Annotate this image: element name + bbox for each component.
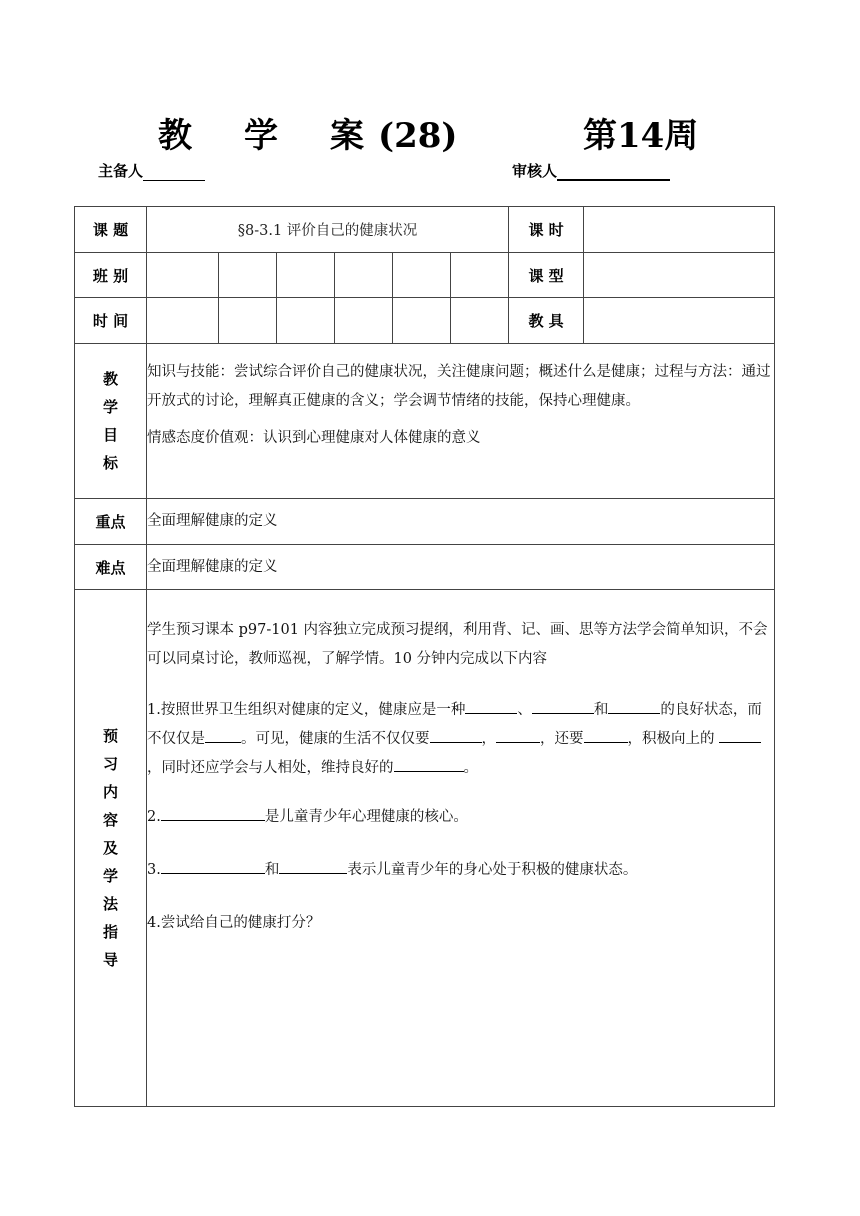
- row-class: [75, 253, 775, 298]
- row-time: [75, 298, 775, 344]
- row-goals: [75, 344, 775, 499]
- goals-text-1: 知识与技能：尝试综合评价自己的健康状况，关注健康问题；概述什么是健康；过程与方法：通过开放式的讨论，理解真正健康的含义；学会调节情绪的技能，保持心理健康。: [147, 364, 771, 409]
- topic-label: 课 题: [75, 207, 147, 253]
- preview-label-char: 及: [102, 839, 118, 857]
- time-cell[interactable]: [393, 298, 451, 344]
- class-cell[interactable]: [335, 253, 393, 298]
- q1-text: 1.按照世界卫生组织对健康的定义，健康应是一种: [147, 702, 466, 718]
- class-cell[interactable]: [393, 253, 451, 298]
- goals-label-char: 教: [102, 370, 118, 388]
- preview-label-char: 导: [102, 951, 118, 969]
- goals-label-char: 标: [102, 454, 118, 472]
- answer-blank[interactable]: [279, 859, 347, 874]
- row-difficulty: [75, 545, 775, 590]
- time-cell[interactable]: [451, 298, 509, 344]
- q1-text: ，同时还应学会与人相处，维持良好的: [147, 760, 394, 776]
- answer-blank[interactable]: [608, 699, 660, 714]
- document-title: [158, 108, 458, 157]
- class-cell[interactable]: [451, 253, 509, 298]
- topic-value: §8-3.1 评价自己的健康状况: [147, 207, 509, 253]
- key-value: 全面理解健康的定义: [147, 499, 775, 545]
- preview-content: [147, 590, 775, 1107]
- class-cell[interactable]: [147, 253, 219, 298]
- goals-content: [147, 344, 775, 499]
- time-cell[interactable]: [147, 298, 219, 344]
- reviewer-blank[interactable]: [557, 163, 670, 181]
- q1-text: 。: [463, 760, 478, 776]
- class-cell[interactable]: [277, 253, 335, 298]
- preview-label-char: 习: [102, 755, 118, 773]
- time-cell[interactable]: [277, 298, 335, 344]
- q1-text: ，还要: [540, 731, 584, 747]
- q3-text: 3.: [147, 862, 161, 878]
- q1-text: 和: [593, 702, 609, 718]
- answer-blank[interactable]: [465, 699, 517, 714]
- class-cell[interactable]: [219, 253, 277, 298]
- q3-text: 表示儿童青少年的身心处于积极的健康状态。: [347, 862, 638, 878]
- row-key: [75, 499, 775, 545]
- difficulty-value: 全面理解健康的定义: [147, 545, 775, 590]
- answer-blank[interactable]: [584, 728, 628, 743]
- reviewer-field: [512, 160, 670, 181]
- key-label: 重点: [75, 499, 147, 545]
- q1-text: ，积极向上的: [627, 731, 720, 747]
- time-cell[interactable]: [335, 298, 393, 344]
- period-value[interactable]: [584, 207, 775, 253]
- question-3: [147, 856, 774, 885]
- answer-blank[interactable]: [430, 728, 482, 743]
- week-label: 第14周: [583, 116, 699, 156]
- preview-intro: 学生预习课本 p97-101 内容独立完成预习提纲，利用背、记、画、思等方法学会简单知识，不会可以同桌讨论，教师巡视，了解学情。10 分钟内完成以下内容: [147, 622, 768, 667]
- title-char: 案: [330, 116, 364, 156]
- answer-blank[interactable]: [394, 757, 464, 772]
- preview-label: [75, 590, 147, 1107]
- q1-text: 。可见，健康的生活不仅仅要: [241, 731, 430, 747]
- preview-label-char: 预: [102, 727, 118, 745]
- title-number: (28): [378, 116, 458, 156]
- reviewer-label: 审核人: [512, 162, 558, 180]
- preview-label-char: 法: [102, 895, 118, 913]
- type-label: 课 型: [509, 253, 584, 298]
- goals-label-char: 目: [102, 426, 118, 444]
- q1-text: ，: [481, 731, 496, 747]
- answer-blank[interactable]: [161, 806, 265, 821]
- class-label: 班 别: [75, 253, 147, 298]
- tools-value[interactable]: [584, 298, 775, 344]
- q1-text: 、: [517, 702, 532, 718]
- preparer-blank[interactable]: [143, 164, 205, 181]
- goals-label: [75, 344, 147, 499]
- preparer-field: [98, 160, 205, 181]
- answer-blank[interactable]: [205, 728, 241, 743]
- title-char: 教: [158, 116, 192, 156]
- difficulty-label: 难点: [75, 545, 147, 590]
- time-cell[interactable]: [219, 298, 277, 344]
- time-label: 时 间: [75, 298, 147, 344]
- question-2: [147, 803, 774, 832]
- row-preview: [75, 590, 775, 1107]
- tools-label: 教 具: [509, 298, 584, 344]
- q2-text: 2.: [147, 809, 161, 825]
- goals-label-char: 学: [102, 398, 118, 416]
- goals-text-2: 情感态度价值观：认识到心理健康对人体健康的意义: [147, 430, 481, 446]
- answer-blank[interactable]: [161, 859, 265, 874]
- preview-label-char: 容: [102, 811, 118, 829]
- row-topic: [75, 207, 775, 253]
- preview-label-char: 内: [102, 783, 118, 801]
- answer-blank[interactable]: [496, 728, 540, 743]
- title-char: 学: [244, 116, 278, 156]
- question-4: 4.尝试给自己的健康打分？: [147, 915, 321, 931]
- lesson-plan-table: [74, 206, 775, 1107]
- q3-text: 和: [264, 862, 280, 878]
- q2-text: 是儿童青少年心理健康的核心。: [264, 809, 468, 825]
- preview-label-char: 学: [102, 867, 118, 885]
- preparer-label: 主备人: [98, 162, 144, 180]
- answer-blank[interactable]: [719, 728, 761, 743]
- period-label: 课 时: [509, 207, 584, 253]
- type-value[interactable]: [584, 253, 775, 298]
- question-1: [147, 696, 774, 783]
- preview-label-char: 指: [102, 923, 118, 941]
- answer-blank[interactable]: [532, 699, 594, 714]
- q1-text: 的良好状态，而不仅仅是: [147, 702, 762, 747]
